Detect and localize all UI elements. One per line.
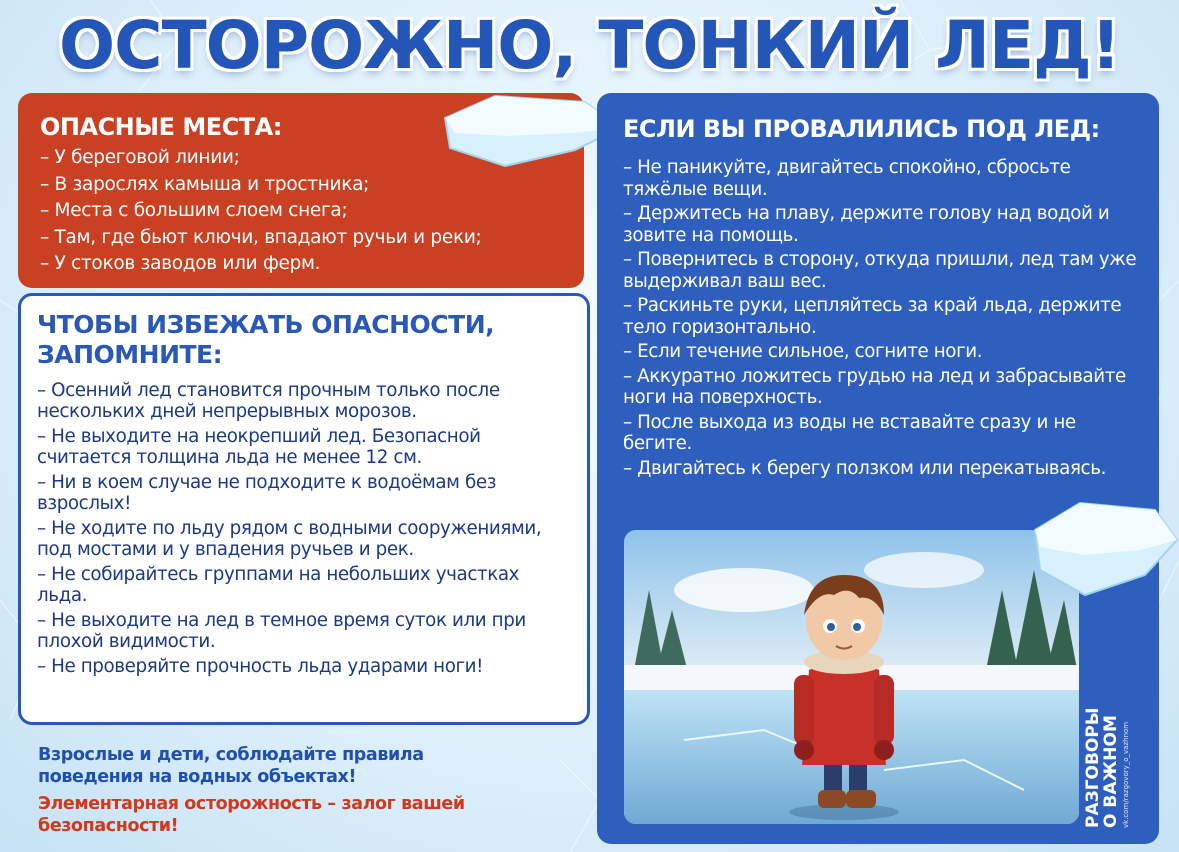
list-item: – Места с большим слоем снега; bbox=[40, 200, 348, 221]
boy-on-ice-illustration bbox=[624, 530, 1079, 824]
list-item: – Там, где бьют ключи, впадают ручьи и реки; bbox=[40, 226, 482, 248]
avoid-danger-heading bbox=[37, 310, 573, 370]
avoid-danger-panel bbox=[18, 293, 590, 725]
list-item: – После выхода из воды не вставайте сразу и не бегите. bbox=[623, 411, 1076, 454]
list-item: – Повернитесь в сторону, откуда пришли, лед там уже выдерживал ваш вес. bbox=[623, 249, 1137, 292]
brand-line: РАЗГОВОРЫ bbox=[1083, 707, 1103, 828]
brand-line: О ВАЖНОМ bbox=[1101, 715, 1121, 828]
list-item: – Не выходите на неокрепший лед. Безопасной считается толщина льда не менее 12 см. bbox=[37, 426, 481, 468]
safety-slogan: Элементарная осторожность – залог вашей безопасности! bbox=[38, 794, 465, 836]
list-item: – Не собирайтесь группами на небольших участках льда. bbox=[37, 564, 520, 606]
list-item: – Держитесь на плаву, держите голову над водой и зовите на помощь. bbox=[623, 203, 1110, 246]
list-item: – Аккуратно ложитесь грудью на лед и забрасывайте ноги на поверхность. bbox=[623, 365, 1126, 408]
list-item: – Ни в коем случае не подходите к водоёмам без взрослых! bbox=[37, 472, 497, 514]
heading-line: ЗАПОМНИТЕ: bbox=[37, 340, 223, 369]
list-item: – Раскиньте руки, цепляйтесь за край льда, держите тело горизонтально. bbox=[623, 295, 1122, 338]
ice-floe-icon bbox=[1025, 495, 1179, 605]
fell-through-heading: ЕСЛИ ВЫ ПРОВАЛИЛИСЬ ПОД ЛЕД: bbox=[623, 115, 1100, 143]
list-item: – Не ходите по льду рядом с водными сооружениями, под мостами и у впадения ручьев и рек. bbox=[37, 518, 542, 560]
list-item: – Если течение сильное, согните ноги. bbox=[623, 341, 983, 362]
dangerous-places-heading: ОПАСНЫЕ МЕСТА: bbox=[40, 113, 282, 141]
list-item: – У стоков заводов или ферм. bbox=[40, 253, 321, 274]
list-item: – Не проверяйте прочность льда ударами ноги! bbox=[37, 656, 484, 677]
page-title: ОСТОРОЖНО, ТОНКИЙ ЛЕД! bbox=[59, 7, 1120, 84]
list-item: – У береговой линии; bbox=[40, 147, 240, 168]
heading-line: ЧТОБЫ ИЗБЕЖАТЬ ОПАСНОСТИ, bbox=[37, 310, 495, 339]
list-item: – Осенний лед становится прочным только после нескольких дней непрерывных морозов. bbox=[37, 380, 500, 422]
list-item: – Двигайтесь к берегу ползком или перекатываясь. bbox=[623, 457, 1106, 479]
brand-logo bbox=[1080, 680, 1140, 830]
list-item: – Не выходите на лед в темное время суток или при плохой видимости. bbox=[37, 610, 526, 652]
ice-floe-icon bbox=[425, 88, 625, 173]
list-item: – В зарослях камыша и тростника; bbox=[40, 173, 370, 195]
advice-note: Взрослые и дети, соблюдайте правила поведения на водных объектах! bbox=[38, 745, 424, 787]
brand-url: vk.com/razgovory_o_vazhnom bbox=[1122, 721, 1130, 828]
list-item: – Не паникуйте, двигайтесь спокойно, сбросьте тяжёлые вещи. bbox=[623, 157, 1071, 200]
